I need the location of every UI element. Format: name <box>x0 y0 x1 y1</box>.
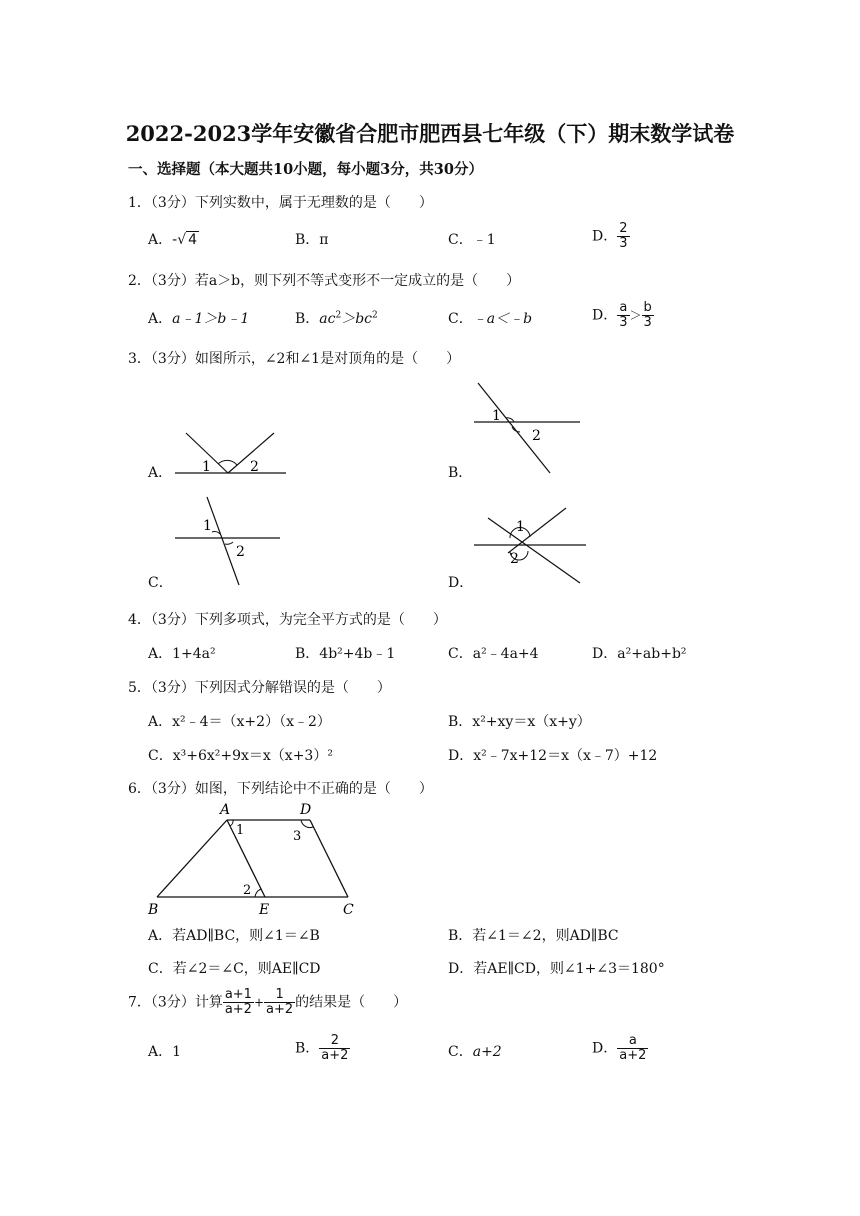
page-title: 2022-2023学年安徽省合肥市肥西县七年级（下）期末数学试卷 <box>125 121 735 146</box>
angle-label-2: 2 <box>243 883 252 898</box>
point-label-a: A <box>220 802 231 818</box>
q2-option-c <box>448 308 532 328</box>
option-text: 4b²+4b﹣1 <box>319 646 396 662</box>
angle-label-2: 2 <box>236 544 245 560</box>
fraction: $\frac{a}{a+2}$ <box>619 1033 647 1063</box>
option-text: ﹣a＜﹣b <box>472 311 533 327</box>
option-label: D． <box>592 646 618 662</box>
option-label: C． <box>448 232 473 248</box>
option-text: a﹣1＞b﹣1 <box>172 311 250 327</box>
q1-option-c <box>448 229 496 249</box>
fraction: $\frac{2}{3}$ <box>619 221 628 251</box>
angle-label-1: 1 <box>516 519 525 535</box>
q1-option-d <box>592 222 630 251</box>
q2-option-a <box>148 308 249 328</box>
q3-figure-d <box>470 505 590 587</box>
option-label: A． <box>148 646 173 662</box>
q3-option-d-label: D． <box>448 575 474 591</box>
option-label: D． <box>592 307 618 324</box>
angle-label-1: 1 <box>202 459 211 475</box>
point-label-d: D <box>300 802 312 818</box>
option-text: x²﹣7x+12＝x（x﹣7）+12 <box>473 748 658 764</box>
q5-option-b <box>448 711 591 731</box>
q4-option-b <box>295 643 395 663</box>
option-label: A． <box>148 714 173 730</box>
option-label: B． <box>295 311 320 327</box>
option-label: A． <box>148 232 173 248</box>
option-label: D． <box>448 961 474 977</box>
option-label: C． <box>148 748 173 764</box>
option-label: B． <box>295 1040 320 1057</box>
option-label: D． <box>448 748 474 764</box>
q5-option-d <box>448 745 657 765</box>
q3-option-c-label: C． <box>148 575 173 591</box>
fraction: $\frac{a}{3}$ <box>619 300 628 330</box>
option-label: A． <box>148 928 173 944</box>
q3-option-b-label: B． <box>448 465 473 481</box>
q5-stem: 5．（3分）下列因式分解错误的是（ ） <box>128 680 391 696</box>
option-text: x²﹣4＝（x+2）（x﹣2） <box>172 714 331 730</box>
option-text: x²+xy＝x（x+y） <box>472 714 591 730</box>
option-text: a²﹣4a+4 <box>472 646 539 662</box>
angle-label-2: 2 <box>532 428 541 444</box>
fraction: $\frac{1}{a+2}$ <box>266 987 294 1017</box>
option-text: 若AD∥BC，则∠1＝∠B <box>172 928 320 944</box>
q6-stem: 6．（3分）如图，下列结论中不正确的是（ ） <box>128 781 433 797</box>
option-text: 若AE∥CD，则∠1+∠3＝180° <box>473 961 665 977</box>
option-text: 若∠2＝∠C，则AE∥CD <box>172 961 321 977</box>
option-label: C． <box>448 311 473 327</box>
q4-option-a <box>148 643 216 663</box>
q6-option-b <box>448 925 619 945</box>
q3-figure-a <box>170 425 290 480</box>
q7-option-a <box>148 1041 181 1061</box>
q7-option-c <box>448 1041 502 1061</box>
option-text: π <box>319 232 329 248</box>
q7-stem: 7．（3分）计算 $\frac{a+1}{a+2}$ + $\frac{1}{a+2}$ 的结果是（ ） <box>128 987 408 1017</box>
q3-stem: 3．（3分）如图所示，∠2和∠1是对顶角的是（ ） <box>128 351 461 367</box>
q6-option-c <box>148 958 321 978</box>
point-label-e: E <box>259 902 270 918</box>
fraction: $\frac{2}{a+2}$ <box>321 1033 349 1063</box>
point-label-b: B <box>148 902 159 918</box>
option-label: D． <box>592 228 618 245</box>
option-text: a²+ab+b² <box>617 646 687 662</box>
q2-stem: 2．（3分）若a＞b，则下列不等式变形不一定成立的是（ ） <box>128 273 521 289</box>
neg-sqrt-expression: -√ 4 <box>172 232 198 248</box>
option-label: B． <box>448 928 473 944</box>
fraction: $\frac{a+1}{a+2}$ <box>224 987 252 1017</box>
point-label-c: C <box>343 902 354 918</box>
angle-label-1: 1 <box>492 408 501 424</box>
option-label: A． <box>148 1044 173 1060</box>
q2-option-b: B．$ac^2>bc^2$ <box>295 310 378 327</box>
option-text: 1 <box>172 1044 182 1060</box>
option-label: A． <box>148 311 173 327</box>
angle-label-1: 1 <box>236 823 245 838</box>
option-label: D． <box>592 1040 618 1057</box>
angle-label-2: 2 <box>510 551 519 567</box>
q7-option-d <box>592 1034 648 1063</box>
option-label: B． <box>295 646 320 662</box>
q3-option-a-label: A． <box>148 465 173 481</box>
q2-option-d: D． $\frac{a}{3}$ ＞ $\frac{b}{3}$ <box>592 300 652 330</box>
option-label: C． <box>448 646 473 662</box>
q5-option-c <box>148 745 333 765</box>
option-label: C． <box>148 961 173 977</box>
q6-trapezoid-figure <box>140 798 365 920</box>
option-text: x³+6x²+9x＝x（x+3）² <box>172 748 333 764</box>
fraction: $\frac{b}{3}$ <box>643 300 652 330</box>
q1-option-a <box>148 229 199 249</box>
q4-option-d <box>592 643 687 663</box>
option-text: 若∠1＝∠2，则AD∥BC <box>472 928 619 944</box>
q7-option-b <box>295 1034 350 1063</box>
option-label: C． <box>448 1044 473 1060</box>
q6-option-d <box>448 958 665 978</box>
angle-label-1: 1 <box>203 518 212 534</box>
option-label: B． <box>448 714 473 730</box>
q1-option-b <box>295 229 329 249</box>
option-text: 1+4a² <box>172 646 216 662</box>
q5-option-a <box>148 711 331 731</box>
angle-label-3: 3 <box>293 829 302 844</box>
q3-figure-b <box>470 380 585 478</box>
q4-option-c <box>448 643 539 663</box>
section-heading: 一、选择题（本大题共10小题，每小题3分，共30分） <box>128 161 483 178</box>
option-label: B． <box>295 232 320 248</box>
q3-figure-c <box>170 494 285 589</box>
option-text: a+2 <box>472 1044 502 1060</box>
q1-stem: 1．（3分）下列实数中，属于无理数的是（ ） <box>128 195 433 211</box>
q6-option-a <box>148 925 320 945</box>
option-text: ﹣1 <box>472 232 496 248</box>
q4-stem: 4．（3分）下列多项式，为完全平方式的是（ ） <box>128 612 447 628</box>
angle-label-2: 2 <box>250 459 259 475</box>
